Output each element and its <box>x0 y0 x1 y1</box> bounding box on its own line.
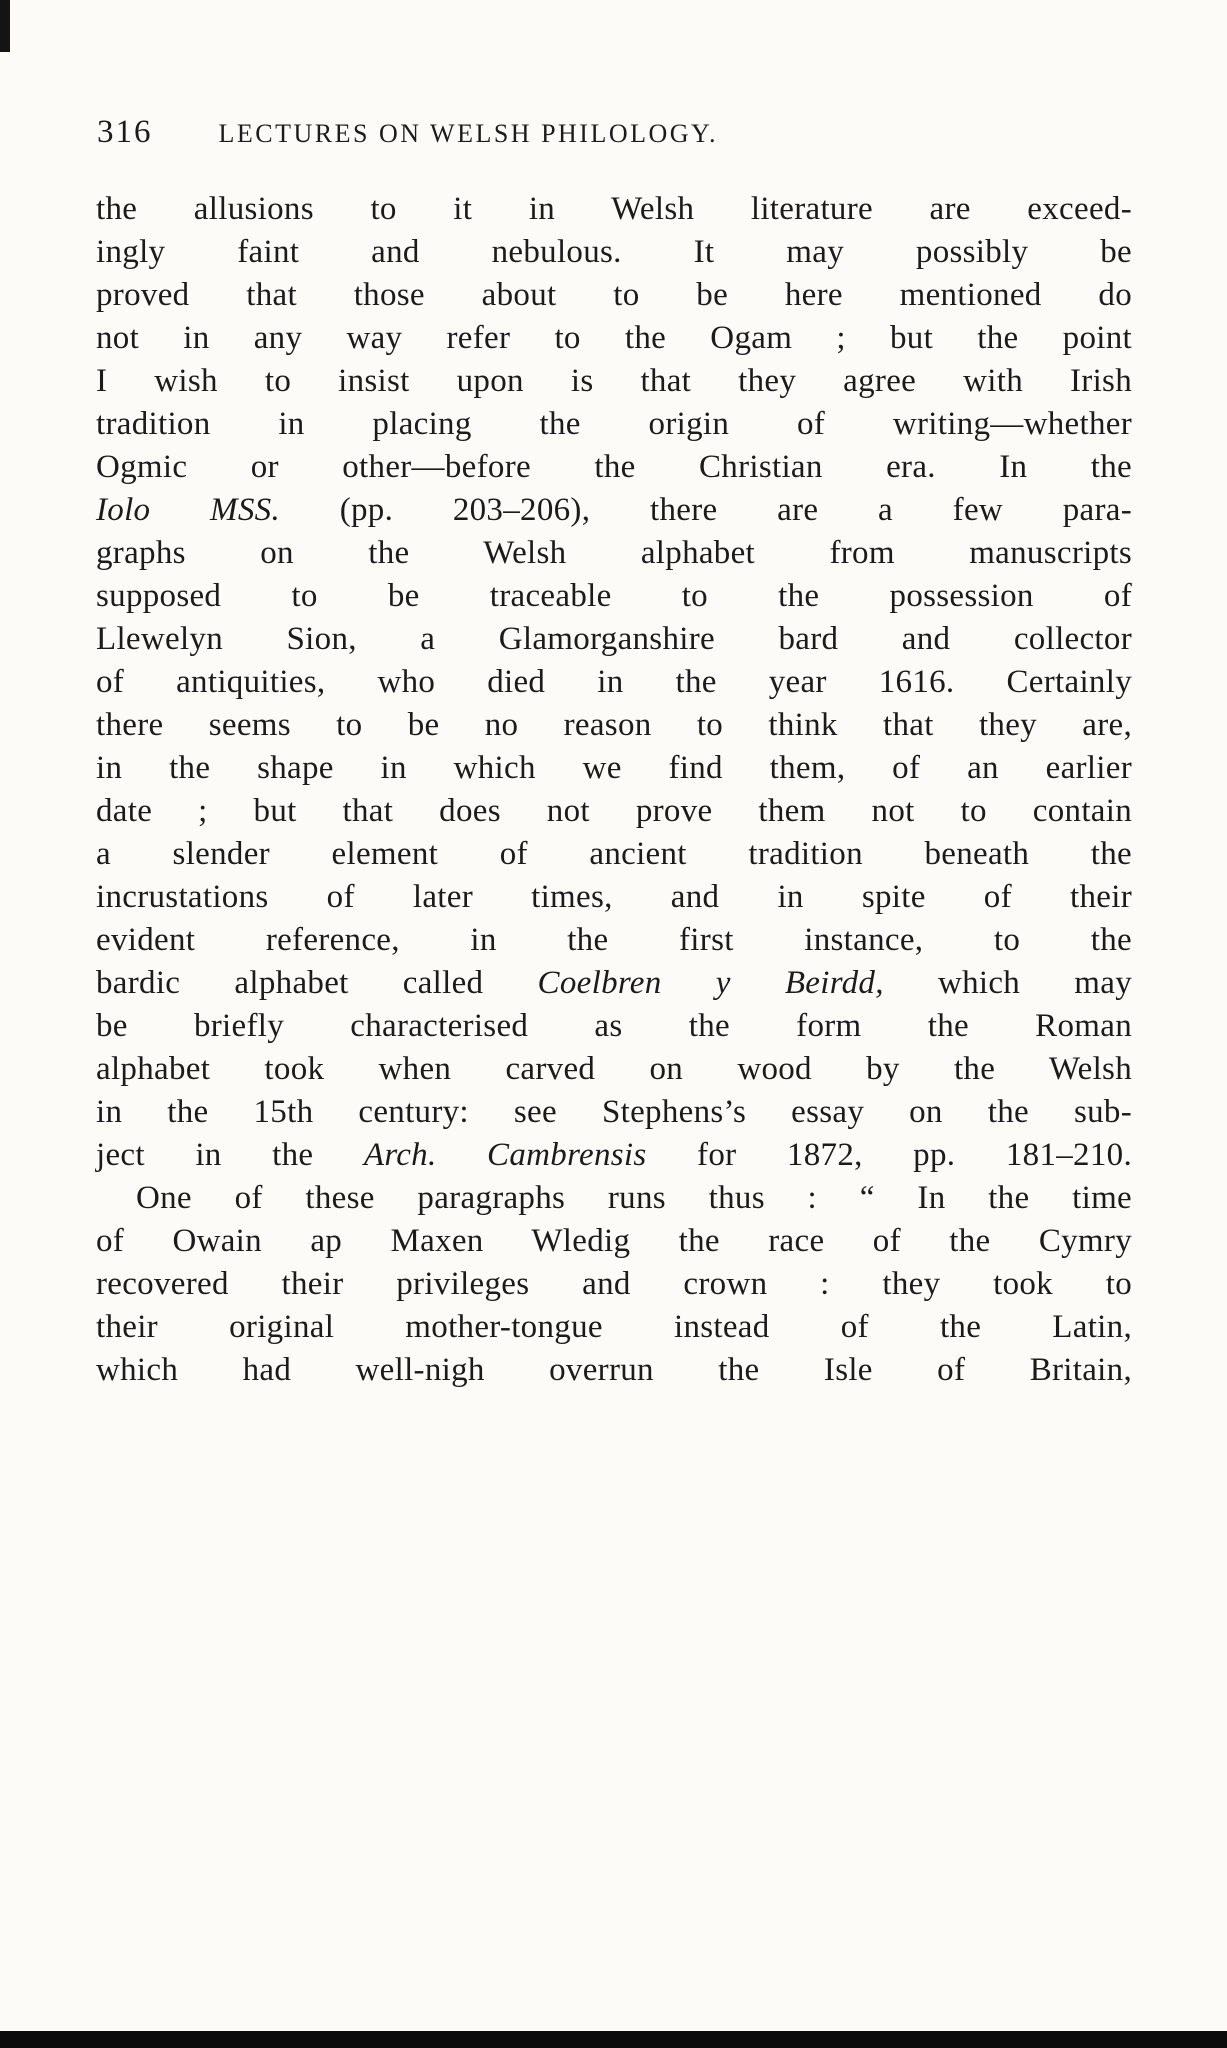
text-segment: date ; but that does not prove them not to contain <box>96 793 1132 829</box>
text-line <box>96 1263 1132 1306</box>
text-segment: their original mother-tongue instead of the Latin, <box>96 1309 1132 1345</box>
text-line <box>96 489 1132 532</box>
text-segment: of antiquities, who died in the year 1616. Certainly <box>96 664 1132 700</box>
text-segment: the allusions to it in Welsh literature are exceed- <box>96 191 1132 227</box>
italic-text-segment: Arch. Cambrensis <box>363 1137 647 1173</box>
text-segment: graphs on the Welsh alphabet from manuscripts <box>96 535 1132 571</box>
text-segment: (pp. 203–206), there are a few para- <box>280 492 1132 528</box>
text-segment: be briefly characterised as the form the Roman <box>96 1008 1132 1044</box>
text-line <box>96 1349 1132 1392</box>
text-line <box>96 1134 1132 1177</box>
page-text-block <box>96 188 1132 1392</box>
text-segment: a slender element of ancient tradition beneath the <box>96 836 1132 872</box>
text-line <box>96 360 1132 403</box>
text-line <box>96 1306 1132 1349</box>
text-line <box>96 188 1132 231</box>
text-line <box>96 833 1132 876</box>
text-segment: One of these paragraphs runs thus : “ In the time <box>136 1180 1132 1216</box>
text-line <box>96 790 1132 833</box>
text-segment: there seems to be no reason to think that they are, <box>96 707 1132 743</box>
text-segment: not in any way refer to the Ogam ; but the point <box>96 320 1132 356</box>
text-segment: incrustations of later times, and in spite of their <box>96 879 1132 915</box>
text-segment: evident reference, in the first instance, to the <box>96 922 1132 958</box>
text-line <box>96 618 1132 661</box>
running-title: LECTURES ON WELSH PHILOLOGY. <box>218 119 718 148</box>
text-segment: ingly faint and nebulous. It may possibly be <box>96 234 1132 270</box>
text-segment: tradition in placing the origin of writing—whether <box>96 406 1132 442</box>
text-segment: of Owain ap Maxen Wledig the race of the Cymry <box>96 1223 1132 1259</box>
text-line <box>96 317 1132 360</box>
text-segment: supposed to be traceable to the possession of <box>96 578 1132 614</box>
text-line <box>96 231 1132 274</box>
text-line <box>96 1005 1132 1048</box>
text-line <box>96 274 1132 317</box>
text-segment: proved that those about to be here mentioned do <box>96 277 1132 313</box>
italic-text-segment: Iolo MSS. <box>96 492 280 528</box>
text-line <box>96 403 1132 446</box>
text-segment: alphabet took when carved on wood by the Welsh <box>96 1051 1132 1087</box>
text-line <box>96 1091 1132 1134</box>
text-segment: Llewelyn Sion, a Glamorganshire bard and collector <box>96 621 1132 657</box>
text-line <box>96 1220 1132 1263</box>
page-header <box>97 114 1130 151</box>
page-number: 316 <box>97 114 153 150</box>
text-line <box>96 876 1132 919</box>
scan-artifact-bottom-edge <box>0 2031 1227 2048</box>
text-segment: ject in the <box>96 1137 364 1173</box>
text-segment: recovered their privileges and crown : they took to <box>96 1266 1132 1302</box>
text-line <box>96 704 1132 747</box>
text-segment: which had well-nigh overrun the Isle of Britain, <box>96 1352 1132 1388</box>
text-segment: in the shape in which we find them, of an earlier <box>96 750 1132 786</box>
text-segment: for 1872, pp. 181–210. <box>646 1137 1132 1173</box>
text-line <box>96 747 1132 790</box>
scan-artifact-top-left <box>0 0 10 52</box>
text-line <box>96 446 1132 489</box>
text-line <box>96 532 1132 575</box>
text-line <box>96 1048 1132 1091</box>
text-line <box>96 1177 1132 1220</box>
text-segment: in the 15th century: see Stephens’s essay on the sub- <box>96 1094 1132 1130</box>
italic-text-segment: Coelbren y Beirdd, <box>537 965 884 1001</box>
text-line <box>96 919 1132 962</box>
text-line <box>96 661 1132 704</box>
text-segment: Ogmic or other—before the Christian era. In the <box>96 449 1132 485</box>
text-segment: bardic alphabet called <box>96 965 538 1001</box>
text-segment: I wish to insist upon is that they agree with Irish <box>96 363 1132 399</box>
text-line <box>96 575 1132 618</box>
text-segment: which may <box>883 965 1132 1001</box>
text-line <box>96 962 1132 1005</box>
